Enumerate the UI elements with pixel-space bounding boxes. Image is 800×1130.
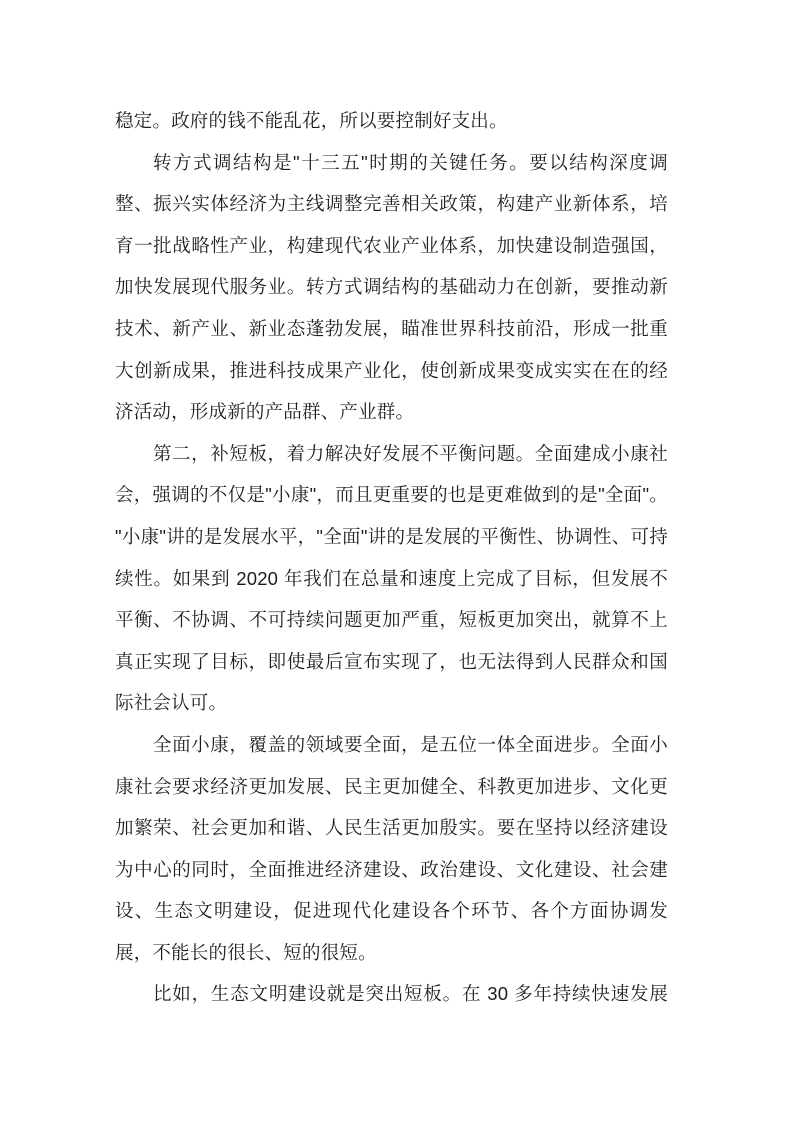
text-line: 技术、新产业、新业态蓬勃发展，瞄准世界科技前沿，形成一批重 (115, 317, 668, 339)
text-line: 真正实现了目标，即使最后宣布实现了，也无法得到人民群众和国 (115, 650, 668, 672)
text-line: 稳定。政府的钱不能乱花，所以要控制好支出。 (115, 110, 508, 131)
text-line: 大创新成果，推进科技成果产业化，使创新成果变成实实在在的经 (115, 359, 668, 381)
text-line: 加快发展现代服务业。转方式调结构的基础动力在创新，要推动新 (115, 276, 668, 298)
text-line: 转方式调结构是"十三五"时期的关键任务。要以结构深度调 (153, 151, 668, 173)
text-line: 全面小康，覆盖的领域要全面，是五位一体全面进步。全面小 (153, 733, 668, 755)
text-line: 济活动，形成新的产品群、产业群。 (115, 401, 415, 423)
text-line: 第二，补短板，着力解决好发展不平衡问题。全面建成小康社 (153, 442, 668, 464)
document-text (115, 100, 668, 1015)
text-line: 育一批战略性产业，构建现代农业产业体系，加快建设制造强国， (115, 234, 668, 256)
text-line: 整、振兴实体经济为主线调整完善相关政策，构建产业新体系，培 (115, 193, 668, 215)
text-line: 比如，生态文明建设就是突出短板。在 30 多年持续快速发展 (153, 983, 668, 1005)
text-line: 会，强调的不仅是"小康"，而且更重要的也是更难做到的是"全面"。 (115, 484, 668, 506)
text-line: "小康"讲的是发展水平，"全面"讲的是发展的平衡性、协调性、可持 (115, 525, 668, 547)
text-line: 加繁荣、社会更加和谐、人民生活更加殷实。要在坚持以经济建设 (115, 817, 668, 839)
text-line: 续性。如果到 2020 年我们在总量和速度上完成了目标，但发展不 (115, 567, 668, 589)
text-line: 设、生态文明建设，促进现代化建设各个环节、各个方面协调发 (115, 900, 668, 922)
text-line: 展，不能长的很长、短的很短。 (115, 941, 377, 963)
text-line: 康社会要求经济更加发展、民主更加健全、科教更加进步、文化更 (115, 775, 668, 797)
text-line: 平衡、不协调、不可持续问题更加严重，短板更加突出，就算不上 (115, 609, 668, 631)
text-line: 际社会认可。 (115, 692, 228, 714)
text-line: 为中心的同时，全面推进经济建设、政治建设、文化建设、社会建 (115, 858, 668, 880)
